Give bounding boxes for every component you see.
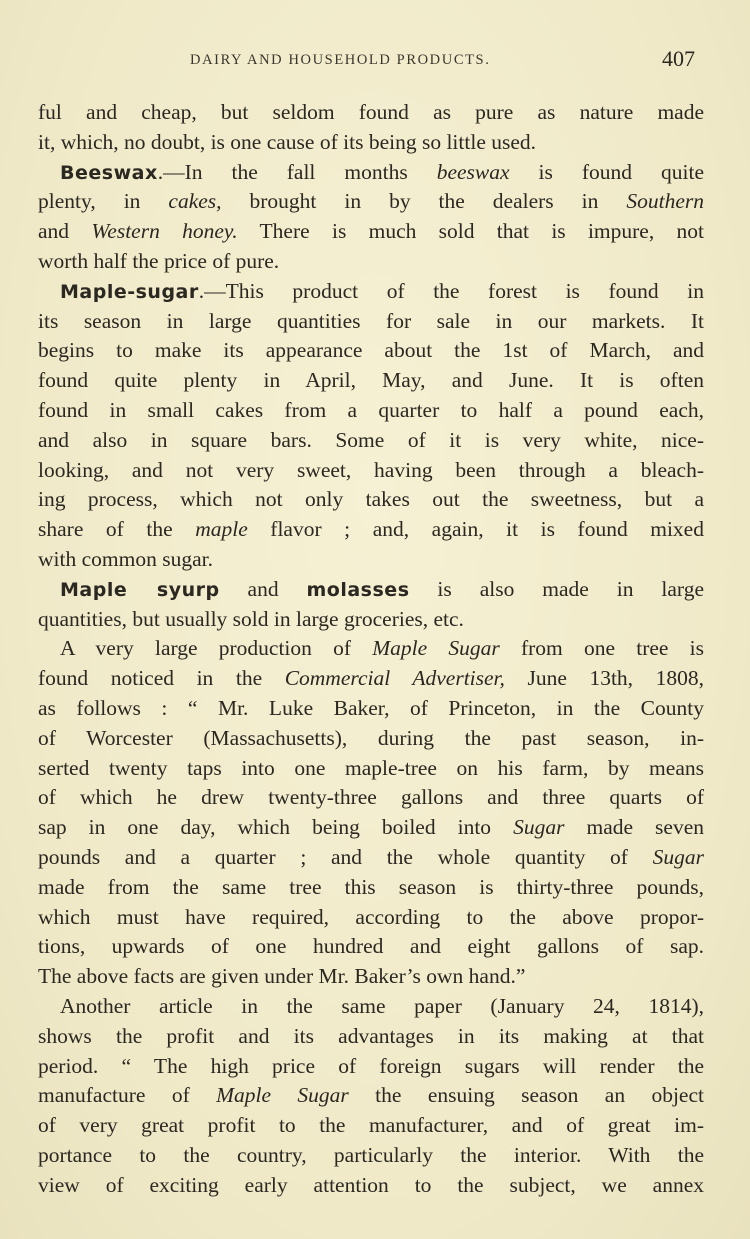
text-line xyxy=(38,158,704,188)
text-segment: view of exciting early attention to the subject, we annex xyxy=(38,1172,704,1197)
text-segment: .—This product of the forest is found in xyxy=(198,278,704,303)
text-segment: found in small cakes from a quarter to half a pound each, xyxy=(38,397,704,422)
text-segment: serted twenty taps into one maple-tree on his farm, by means xyxy=(38,755,704,780)
text-segment: period. “ The high price of foreign sugars will render the xyxy=(38,1053,704,1078)
text-line xyxy=(38,277,704,307)
text-segment: of Worcester (Massachusetts), during the past season, in- xyxy=(38,725,704,750)
italic-text: Western honey. xyxy=(91,219,238,244)
text-line xyxy=(38,843,704,873)
italic-text: Maple Sugar xyxy=(216,1083,349,1108)
text-line xyxy=(38,813,704,843)
text-segment: begins to make its appearance about the 1st of March, and xyxy=(38,338,704,363)
text-segment: A very large production of xyxy=(60,636,373,661)
text-line xyxy=(38,426,704,456)
text-segment: the ensuing season an object xyxy=(348,1083,704,1108)
section-heading: Maple syurp xyxy=(60,578,220,601)
text-line xyxy=(38,336,704,366)
running-head: DAIRY AND HOUSEHOLD PRODUCTS. xyxy=(190,52,491,68)
text-line xyxy=(38,1141,704,1171)
text-segment: is also made in large xyxy=(409,576,704,601)
text-line xyxy=(38,992,704,1022)
text-segment: as follows : “ Mr. Luke Baker, of Princeton, in the County xyxy=(38,695,704,720)
text-line xyxy=(38,128,704,158)
text-segment: sap in one day, which being boiled into xyxy=(38,815,514,840)
page-number: 407 xyxy=(662,46,695,71)
text-segment: shows the profit and its advantages in its making at that xyxy=(38,1023,704,1048)
italic-text: Sugar xyxy=(513,815,565,840)
text-segment: its season in large quantities for sale in our markets. It xyxy=(38,308,704,333)
section-heading: molasses xyxy=(306,578,410,601)
text-segment: manufacture of xyxy=(38,1083,217,1108)
text-segment: .—In the fall months xyxy=(157,159,437,184)
text-line xyxy=(38,1111,704,1141)
text-segment: of very great profit to the manufacturer, and of great im- xyxy=(38,1113,704,1138)
text-segment: with common sugar. xyxy=(38,546,213,571)
text-segment: tions, upwards of one hundred and eight gallons of sap. xyxy=(38,934,704,959)
text-line xyxy=(38,724,704,754)
text-segment: The above facts are given under Mr. Baker’s own hand.” xyxy=(38,964,526,989)
italic-text: Southern xyxy=(626,189,704,214)
text-line xyxy=(38,903,704,933)
text-segment: ing process, which not only takes out the sweetness, but a xyxy=(38,487,704,512)
text-segment: it, which, no doubt, is one cause of its being so little used. xyxy=(38,129,537,154)
italic-text: maple xyxy=(195,517,248,542)
text-line xyxy=(38,217,704,247)
text-line xyxy=(38,1022,704,1052)
text-segment: quantities, but usually sold in large groceries, etc. xyxy=(38,606,464,631)
text-segment: found noticed in the xyxy=(38,666,285,691)
text-line xyxy=(38,1052,704,1082)
italic-text: cakes, xyxy=(168,189,222,214)
text-segment: and xyxy=(219,576,307,601)
text-line xyxy=(38,575,704,605)
text-segment: There is much sold that is impure, not xyxy=(237,219,704,244)
text-segment: portance to the country, particularly the interior. With the xyxy=(38,1142,704,1167)
text-segment: and xyxy=(38,219,92,244)
text-line xyxy=(38,396,704,426)
text-line xyxy=(38,187,704,217)
text-segment: brought in by the dealers in xyxy=(221,189,627,214)
text-line xyxy=(38,605,704,635)
text-segment: looking, and not very sweet, having been through a bleach- xyxy=(38,457,704,482)
text-segment: made seven xyxy=(564,815,704,840)
text-segment: worth half the price of pure. xyxy=(38,248,280,273)
text-segment: of which he drew twenty-three gallons and three quarts of xyxy=(38,785,704,810)
body-text xyxy=(38,98,704,1200)
text-line xyxy=(38,634,704,664)
text-segment: found quite plenty in April, May, and June. It is often xyxy=(38,368,704,393)
text-line xyxy=(38,515,704,545)
text-segment: Another article in the same paper (January 24, 1814), xyxy=(60,993,704,1018)
text-line xyxy=(38,456,704,486)
text-line xyxy=(38,754,704,784)
text-segment: share of the xyxy=(38,517,196,542)
text-line xyxy=(38,932,704,962)
text-line xyxy=(38,366,704,396)
text-line xyxy=(38,873,704,903)
text-line xyxy=(38,1081,704,1111)
text-line xyxy=(38,545,704,575)
text-line xyxy=(38,783,704,813)
text-segment: which must have required, according to the above propor- xyxy=(38,904,704,929)
text-segment: is found quite xyxy=(509,159,704,184)
text-line xyxy=(38,485,704,515)
text-line xyxy=(38,247,704,277)
text-line xyxy=(38,1171,704,1201)
section-heading: Maple-sugar xyxy=(60,280,199,303)
italic-text: Maple Sugar xyxy=(372,636,500,661)
text-segment: flavor ; and, again, it is found mixed xyxy=(247,517,704,542)
italic-text: Sugar xyxy=(652,844,704,869)
text-line xyxy=(38,664,704,694)
text-segment: ful and cheap, but seldom found as pure as nature made xyxy=(38,100,704,124)
text-line xyxy=(38,307,704,337)
text-segment: from one tree is xyxy=(499,636,705,661)
section-heading: Beeswax xyxy=(60,161,158,184)
text-segment: and also in square bars. Some of it is very white, nice- xyxy=(38,427,704,452)
text-line xyxy=(38,694,704,724)
text-segment: plenty, in xyxy=(38,189,169,214)
text-line xyxy=(38,98,704,128)
text-line xyxy=(38,962,704,992)
text-segment: June 13th, 1808, xyxy=(504,666,704,691)
text-segment: made from the same tree this season is thirty-three pounds, xyxy=(38,874,704,899)
italic-text: Commercial Advertiser, xyxy=(284,666,505,691)
italic-text: beeswax xyxy=(436,159,510,184)
page-header xyxy=(0,46,750,76)
text-segment: pounds and a quarter ; and the whole quantity of xyxy=(38,844,653,869)
